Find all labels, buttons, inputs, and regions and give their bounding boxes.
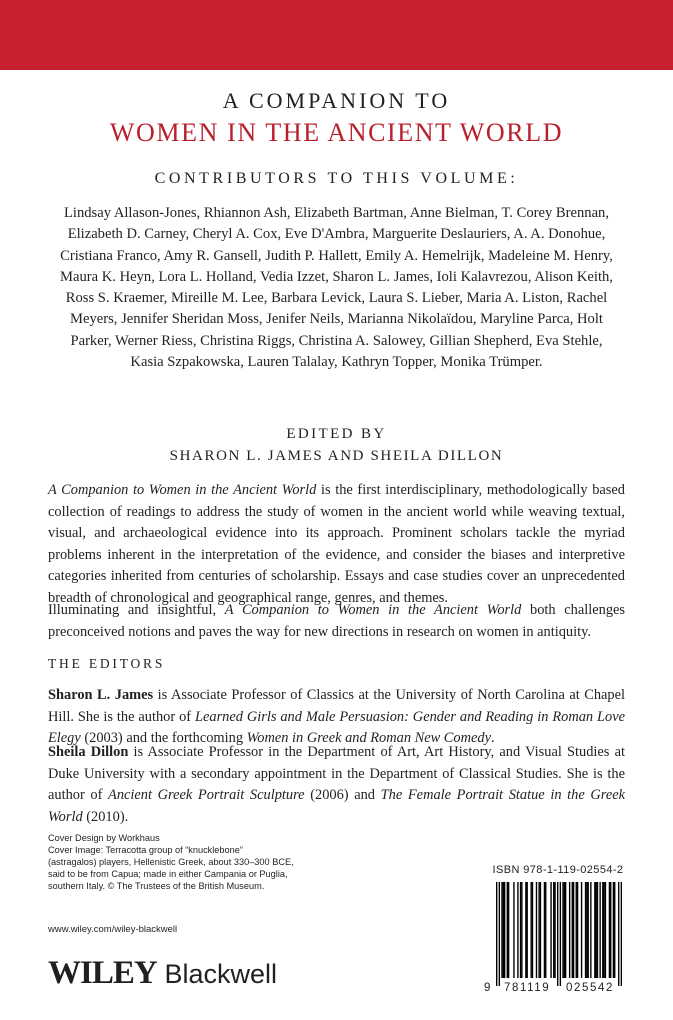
barcode-bar (577, 882, 578, 978)
barcode-bar (595, 882, 596, 978)
book-title-italic: A Companion to Women in the Ancient World (224, 602, 522, 618)
description-text: both challenges preconceived notions and paves the way for new directions in research on women in antiquity. (48, 602, 626, 640)
editor-bio-dillon (48, 742, 625, 828)
bio-book-title: Learned Girls and Male Persuasion: Gender and Reading in Roman Love Elegy (48, 708, 625, 747)
bio-text: . (490, 730, 495, 747)
barcode-block (482, 864, 634, 1011)
publisher-url[interactable]: www.wiley.com/wiley-blackwell (48, 924, 178, 935)
contributors-heading: CONTRIBUTORS TO THIS VOLUME: (154, 170, 519, 187)
book-title: WOMEN IN THE ANCIENT WORLD (109, 118, 564, 147)
cover-design-credit: Cover Design by Workhaus (48, 833, 160, 843)
bio-book-title: The Female Portrait Statue in the Greek World (48, 787, 626, 825)
barcode-bar (508, 882, 509, 978)
barcode-bar (586, 882, 587, 978)
barcode-bar (590, 882, 591, 978)
barcode-bar (520, 882, 521, 978)
barcode-bar (544, 882, 545, 978)
barcode-bar (536, 882, 537, 978)
bio-text: is Associate Professor of Classics at the University of North Carolina at Chapel Hill. She is the author of (48, 687, 626, 725)
barcode-bar (588, 882, 589, 978)
barcode-bar (565, 882, 566, 978)
barcode-bar (501, 882, 502, 978)
barcode-bar (538, 882, 539, 978)
barcode-bar (585, 882, 586, 978)
cover-credits (48, 832, 338, 892)
barcode-bar (618, 882, 619, 986)
description-text: Illuminating and insightful, (48, 602, 225, 618)
barcode-bar (530, 882, 531, 978)
cover-image-credit-line: (astragalos) players, Hellenistic Greek, about 330–300 BCE, (48, 857, 294, 867)
bio-text: (2010). (82, 808, 129, 825)
wiley-blackwell-logo (48, 955, 277, 992)
cover-image-credit-line: southern Italy. © The Trustees of the British Museum. (48, 881, 265, 891)
barcode-bar (603, 882, 604, 978)
bio-text: (2003) and the forthcoming (80, 730, 247, 747)
barcode-bar (564, 882, 565, 978)
barcode-bar (610, 882, 611, 978)
barcode-bar (504, 882, 505, 978)
book-title-italic: A Companion to Women in the Ancient World (48, 482, 317, 498)
barcode-bar (513, 882, 514, 978)
barcode-bar (602, 882, 603, 978)
barcode-bar (605, 882, 606, 978)
description-paragraph-2 (48, 600, 625, 643)
barcode-bar (521, 882, 522, 978)
barcode-bar (499, 882, 500, 986)
barcode-bar (597, 882, 598, 978)
edited-by-label: EDITED BY (286, 426, 387, 442)
barcode-bar (496, 882, 497, 986)
barcode-bar (621, 882, 622, 986)
barcode-bar (545, 882, 546, 978)
editor-bio-james (48, 685, 625, 750)
barcode-bar (560, 882, 561, 986)
barcode-bar (581, 882, 582, 978)
editors-heading: THE EDITORS (48, 656, 166, 671)
barcode-bar (540, 882, 541, 978)
barcode-bar (553, 882, 554, 978)
cover-image-credit-line: said to be from Capua; made in either Campania or Puglia, (48, 869, 288, 879)
description-paragraph-1 (48, 480, 625, 610)
wiley-wordmark: WILEY (48, 955, 157, 991)
contributors-list: Lindsay Allason-Jones, Rhiannon Ash, Elizabeth Bartman, Anne Bielman, T. Corey Brennan, Elizabeth D. Carney, Cheryl A. Cox, Eve D'Ambra, Marguerite Deslauriers, A. A. Donohue, Cristiana Franco, Amy R. Gansell, Judith P. Hallett, Emily A. Hemelrijk, Madeleine M. Henry, Maura K. Heyn, Lora L. Holland, Vedia Izzet, Sharon L. James, Ioli Kalavrezou, Alison Keith, Ross S. Kraemer, Mireille M. Lee, Barbara Levick, Laura S. Lieber, Maria A. Liston, Rachel Meyers, Jennifer Sheridan Moss, Jenifer Neils, Marianna Nikolaïdou, Maryline Parca, Holt Parker, Werner Riess, Christina Riggs, Christina A. Salowey, Gillian Shepherd, Eva Stehle, Kasia Szpakowska, Lauren Talalay, Kathryn Topper, Monika Trümper. (60, 205, 613, 371)
barcode-bar (503, 882, 504, 978)
bio-text: (2006) and (304, 787, 381, 804)
barcode-bar (527, 882, 528, 978)
barcode-bar (572, 882, 573, 978)
editor-name: Sharon L. James (48, 687, 154, 703)
barcode-bar (614, 882, 615, 978)
barcode-bar (576, 882, 577, 978)
editors-names: SHARON L. JAMES AND SHEILA DILLON (169, 448, 504, 464)
barcode-bar (517, 882, 518, 978)
editor-name: Sheila Dillon (48, 744, 129, 760)
barcode-bar (557, 882, 558, 986)
barcode-bar (569, 882, 570, 978)
barcode-digits-right: 025542 (566, 982, 614, 994)
barcode-bar (562, 882, 563, 978)
barcode-graphic (496, 882, 622, 986)
blackwell-wordmark: Blackwell (164, 959, 277, 989)
bio-text: is Associate Professor in the Department of Art, Art History, and Visual Studies at Duke University with a secondary appointment in the Department of Classical Studies. She is the author of (48, 744, 625, 804)
barcode-bar (532, 882, 533, 978)
barcode-bar (507, 882, 508, 978)
barcode-bar (594, 882, 595, 978)
barcode-bar (525, 882, 526, 978)
barcode-bar (573, 882, 574, 978)
barcode-bar (599, 882, 600, 978)
barcode-digits-left: 781119 (504, 982, 551, 994)
description-text: is the first interdisciplinary, methodologically based collection of readings to address the study of women in the ancient world while weaving textual, visual, and archaeological evidence into its approach. Prominent scholars tackle the myriad problems inherent in the interpretation of the evidence, and consider the biases and interpretive categories inherited from centuries of scholarship. Essays and case studies cover an unprecedented breadth of chronological and geographical range, genres, and themes. (48, 482, 625, 606)
bio-book-title: Ancient Greek Portrait Sculpture (108, 787, 305, 804)
series-title: A COMPANION TO (222, 88, 451, 113)
barcode-bar (609, 882, 610, 978)
cover-image-credit-line: Cover Image: Terracotta group of “knucklebone” (48, 845, 243, 855)
barcode-bar (613, 882, 614, 978)
barcode-digit-lead: 9 (484, 982, 491, 994)
barcode-bar (550, 882, 551, 978)
top-color-band (0, 0, 673, 70)
barcode-bar (554, 882, 555, 978)
bio-book-title: Women in Greek and Roman New Comedy (246, 730, 491, 747)
isbn-label: ISBN 978-1-119-02554-2 (492, 864, 624, 876)
